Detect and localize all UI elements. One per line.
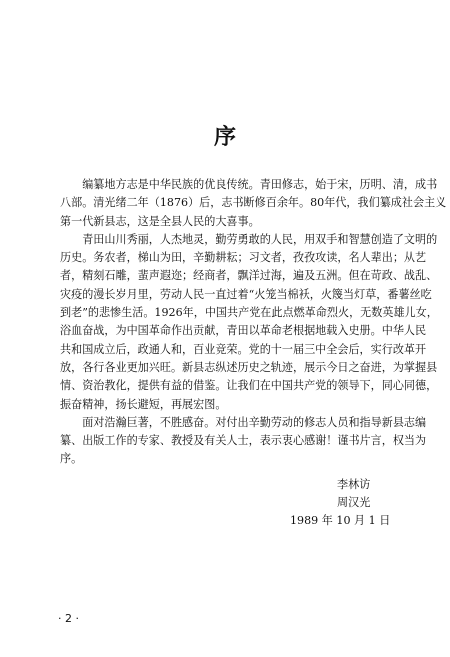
- paragraph-3: [60, 414, 427, 469]
- paragraph-2: [60, 231, 438, 414]
- text-line: 共和国成立后，政通人和，百业竞荣。党的十一届三中全会后，实行改革开: [60, 342, 427, 356]
- signature-name-1: 李林访: [337, 478, 371, 491]
- text-line: 第一代新县志，这是全县人民的大喜事。: [60, 214, 260, 228]
- page-number: · 2 ·: [58, 612, 79, 625]
- text-line: 放，各行各业更加兴旺。新县志纵述历史之轨迹，展示今日之奋进，为掌握县: [60, 360, 438, 374]
- text-line: 序。: [60, 452, 83, 466]
- signature-name-2: 周汉光: [337, 496, 371, 509]
- text-line: 灾疫的漫长岁月里，劳动人民一直过着“火笼当棉袄，火篾当灯草，番薯丝吃: [60, 287, 432, 301]
- text-line: 振奋精神，扬长避短，再展宏图。: [60, 397, 227, 411]
- text-line: 历史。务农者，梯山为田，辛勤耕耘；习文者，孜孜攻读，名人辈出；从艺: [60, 251, 427, 265]
- text-line: 青田山川秀丽，人杰地灵，勤劳勇敢的人民，用双手和智慧创造了文明的: [82, 232, 438, 246]
- text-line: 纂、出版工作的专家、教授及有关人士，表示衷心感谢！谨书片言，权当为: [60, 434, 427, 448]
- signature-date: 1989 年 10 月 1 日: [290, 514, 391, 527]
- preface-body: [60, 176, 447, 469]
- text-line: 到老”的悲惨生活。1926年，中国共产党在此点燃革命烈火，无数英雄儿女，: [60, 306, 438, 320]
- text-line: 情、资治教化，提供有益的借鉴。让我们在中国共产党的领导下，同心同德，: [60, 379, 438, 393]
- text-line: 浴血奋战，为中国革命作出贡献，青田以革命老根据地载入史册。中华人民: [60, 324, 427, 338]
- text-line: 者，精刻石雕，蜚声遐迩；经商者，飘洋过海，遍及五洲。但在苛政、战乱、: [60, 269, 438, 283]
- page-title: 序: [213, 125, 236, 150]
- text-line: 八部。清光绪二年（1876）后，志书断修百余年。80年代，我们纂成社会主义: [60, 196, 447, 210]
- paragraph-1: [60, 176, 447, 231]
- text-line: 面对浩瀚巨著，不胜感奋。对付出辛勤劳动的修志人员和指导新县志编: [82, 415, 427, 429]
- text-line: 编纂地方志是中华民族的优良传统。青田修志，始于宋，历明、清，成书: [82, 178, 438, 191]
